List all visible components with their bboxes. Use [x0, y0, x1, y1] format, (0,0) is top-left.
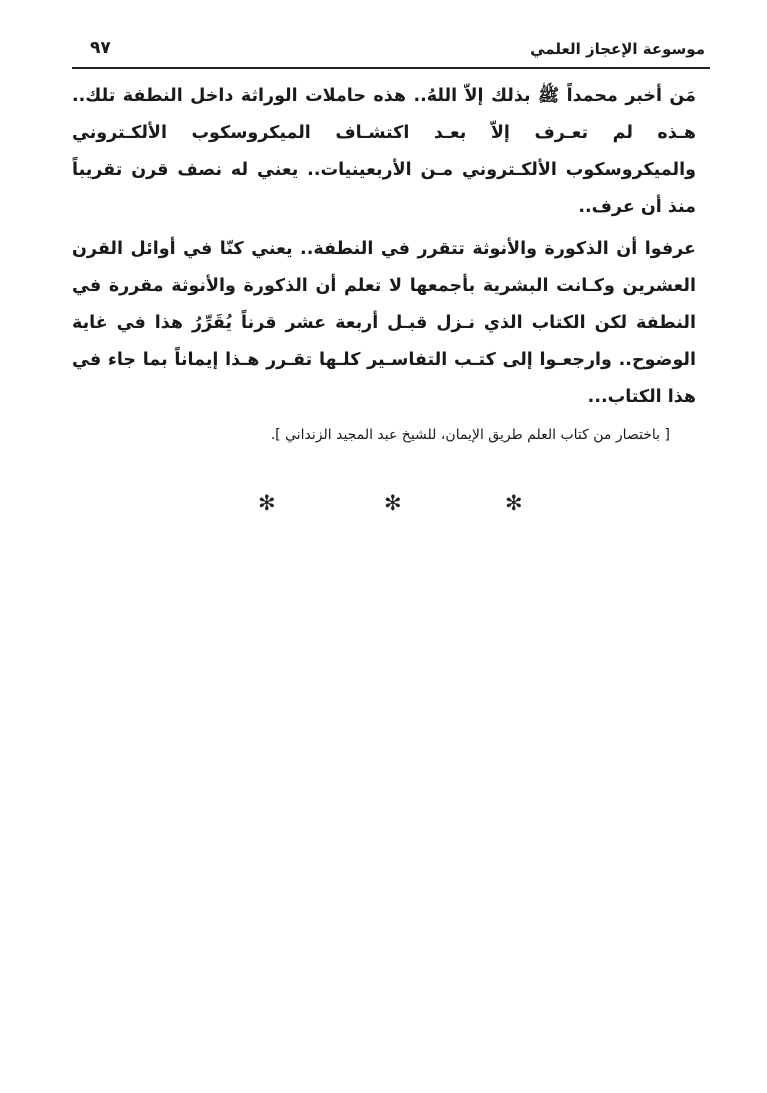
body-text [72, 78, 696, 449]
asterism-icon: ✻ [505, 491, 523, 515]
paragraph: عرفوا أن الذكورة والأنوثة تتقرر في النطفة.. يعني كنّا في أوائل القرن العشرين وكـانت البشرية بأجمعها لا تعلم أن الذكورة والأنوثة مقررة في النطفة لكن الكتاب الذي نـزل قبـل أربعة عشر قرناً يُقَرِّرُ هذا في غاية الوضوح.. وارجعـوا إلى كتـب التفاسـير كلـها تقـرر هـذا إيماناً بما جاء في هذا الكتاب... [72, 239, 696, 407]
paragraph: مَن أخبر محمداً ﷺ بذلك إلاّ اللهُ.. هذه حاملات الوراثة داخل النطفة تلك.. هـذه لم تعـرف إلاّ بعـد اكتشـاف الميكروسكوب الألكـتروني والميكروسكوب الألكـتروني مـن الأربعينيات.. يعني له نصف قرن تقريباً منذ أن عرف.. [72, 86, 696, 217]
section-divider [0, 488, 767, 518]
asterism-icon: ✻ [258, 491, 276, 515]
citation: [ باختصار من كتاب العلم طريق الإيمان، للشيخ عبد المجيد الزنداني ]. [270, 427, 670, 443]
page-number: ٩٧ [90, 38, 111, 58]
header-rule [72, 67, 710, 69]
running-title: موسوعة الإعجاز العلمي [530, 40, 705, 58]
asterism-icon: ✻ [384, 491, 402, 515]
